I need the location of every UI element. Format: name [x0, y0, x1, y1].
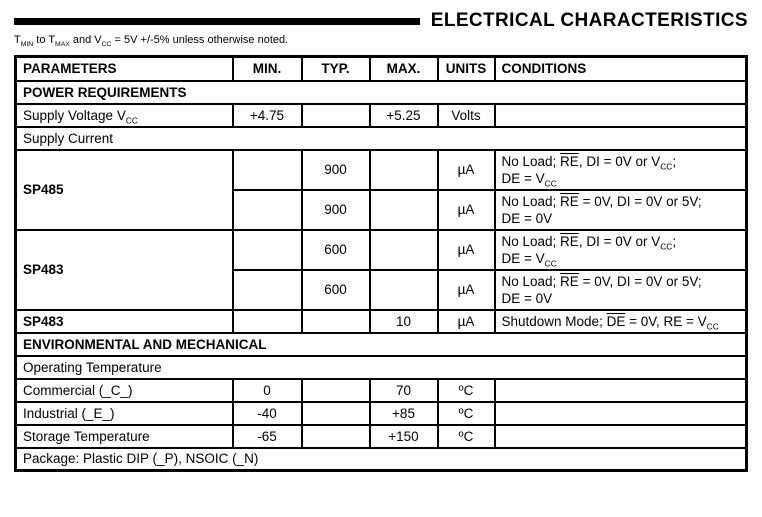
sp485-2-max — [370, 190, 438, 230]
row-supply-current — [16, 127, 747, 150]
industrial-conditions — [495, 402, 747, 425]
row-sp485-1 — [16, 150, 747, 190]
sp483-1-max — [370, 230, 438, 270]
storage-param: Storage Temperature — [16, 425, 233, 448]
column-header-parameters: PARAMETERS — [16, 57, 233, 81]
row-storage-temperature — [16, 425, 747, 448]
commercial-conditions — [495, 379, 747, 402]
column-header-typ: TYP. — [302, 57, 370, 81]
operating-temperature-label: Operating Temperature — [16, 356, 747, 379]
supply-voltage-conditions — [495, 104, 747, 127]
supply-voltage-units: Volts — [438, 104, 495, 127]
row-package — [16, 448, 747, 471]
section-power-requirements: POWER REQUIREMENTS — [16, 81, 747, 104]
storage-conditions — [495, 425, 747, 448]
supply-voltage-param: Supply Voltage $V_{CC}$ — [16, 104, 233, 127]
commercial-min: 0 — [233, 379, 302, 402]
industrial-param: Industrial (_E_) — [16, 402, 233, 425]
sp485-1-max — [370, 150, 438, 190]
conditions-note: $T_{MIN}$ to $T_{MAX}$ and $V_{CC} = 5V +/-5\%$ unless otherwise noted. — [14, 34, 289, 49]
supply-voltage-min: +4.75 — [233, 104, 302, 127]
supply-voltage-typ — [302, 104, 370, 127]
sp483-2-typ: 600 — [302, 270, 370, 310]
masthead — [14, 10, 748, 32]
sp485-1-units: µA — [438, 150, 495, 190]
section-row-environmental — [16, 333, 747, 356]
storage-min: -65 — [233, 425, 302, 448]
section-row-power — [16, 81, 747, 104]
sp485-2-conditions: No Load; $\overline{RE} = 0V$, DI = 0V or 5V; DE = 0V — [495, 190, 747, 230]
sp483-shutdown-conditions: Shutdown Mode; $\overline{DE} = 0V$, RE = $V_{CC}$ — [495, 310, 747, 333]
sp483-1-units: µA — [438, 230, 495, 270]
sp483-shutdown-min — [233, 310, 302, 333]
sp485-param: SP485 — [16, 150, 233, 230]
row-sp483-1 — [16, 230, 747, 270]
sp483-shutdown-param: SP483 — [16, 310, 233, 333]
supply-voltage-max: +5.25 — [370, 104, 438, 127]
sp483-2-units: µA — [438, 270, 495, 310]
storage-max: +150 — [370, 425, 438, 448]
column-header-min: MIN. — [233, 57, 302, 81]
commercial-param: Commercial (_C_) — [16, 379, 233, 402]
sp483-1-conditions: No Load; $\overline{RE}$, DI = 0V or $V_{CC}$; DE = $V_{CC}$ — [495, 230, 747, 270]
column-header-conditions: CONDITIONS — [495, 57, 747, 81]
row-supply-voltage — [16, 104, 747, 127]
sp483-shutdown-typ — [302, 310, 370, 333]
commercial-max: 70 — [370, 379, 438, 402]
sp483-shutdown-units: µA — [438, 310, 495, 333]
sp485-2-typ: 900 — [302, 190, 370, 230]
row-industrial — [16, 402, 747, 425]
industrial-min: -40 — [233, 402, 302, 425]
sp483-1-typ: 600 — [302, 230, 370, 270]
commercial-typ — [302, 379, 370, 402]
sp483-1-min — [233, 230, 302, 270]
title-rule — [14, 18, 420, 25]
column-header-units: UNITS — [438, 57, 495, 81]
supply-current-label: Supply Current — [16, 127, 747, 150]
row-sp483-shutdown — [16, 310, 747, 333]
column-header-max: MAX. — [370, 57, 438, 81]
sp483-shutdown-max: 10 — [370, 310, 438, 333]
sp485-2-min — [233, 190, 302, 230]
sp485-1-min — [233, 150, 302, 190]
commercial-units: ºC — [438, 379, 495, 402]
row-commercial — [16, 379, 747, 402]
industrial-max: +85 — [370, 402, 438, 425]
sp483-param: SP483 — [16, 230, 233, 310]
sp483-2-min — [233, 270, 302, 310]
table-header-row — [16, 57, 747, 81]
sp483-2-max — [370, 270, 438, 310]
industrial-typ — [302, 402, 370, 425]
package-label: Package: Plastic DIP (_P), NSOIC (_N) — [16, 448, 747, 471]
section-environmental-mechanical: ENVIRONMENTAL AND MECHANICAL — [16, 333, 747, 356]
sp485-1-conditions: No Load; $\overline{RE}$, DI = 0V or $V_{CC}$; DE = $V_{CC}$ — [495, 150, 747, 190]
storage-units: ºC — [438, 425, 495, 448]
row-operating-temperature — [16, 356, 747, 379]
sp485-2-units: µA — [438, 190, 495, 230]
sp485-1-typ: 900 — [302, 150, 370, 190]
sp483-2-conditions: No Load; $\overline{RE} = 0V$, DI = 0V or 5V; DE = 0V — [495, 270, 747, 310]
electrical-characteristics-table — [14, 55, 748, 472]
storage-typ — [302, 425, 370, 448]
industrial-units: ºC — [438, 402, 495, 425]
page-title: ELECTRICAL CHARACTERISTICS — [430, 10, 748, 31]
